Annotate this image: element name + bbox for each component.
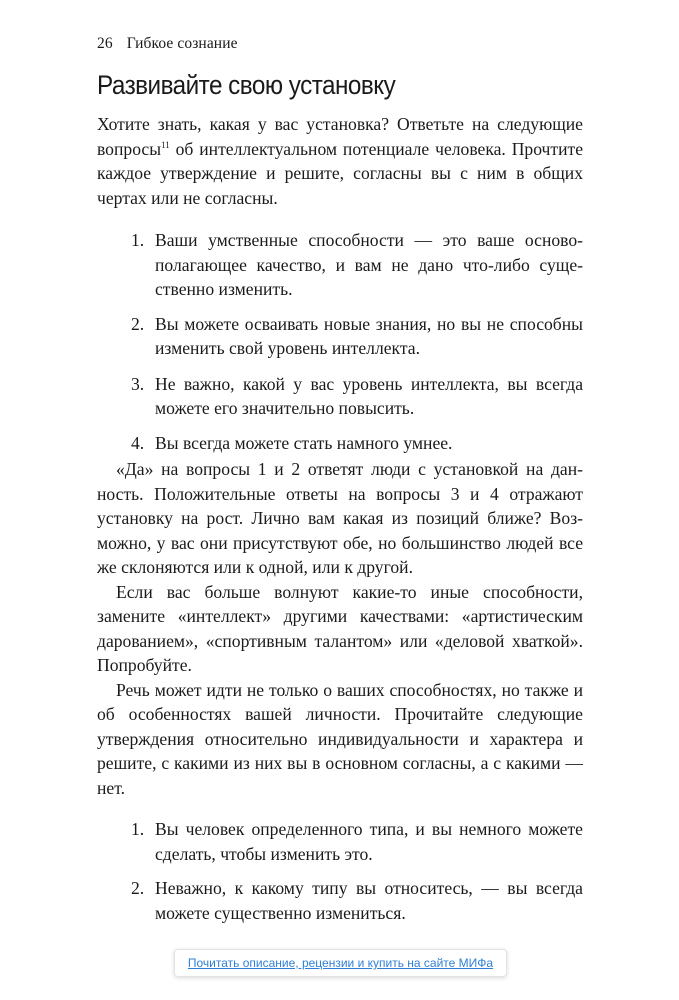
list-item xyxy=(131,876,583,925)
body-text xyxy=(97,457,583,800)
list-item-number: 4. xyxy=(131,432,145,453)
running-head xyxy=(97,35,238,53)
list-item xyxy=(131,817,583,866)
list-item-text: Вы человек определенного типа, и вы немного можете сделать, чтобы изменить это. xyxy=(155,819,583,864)
paragraph: Речь может идти не только о ваших способностях, но также и об особенностях вашей личности. Прочитайте следующие утверждения относительно индивидуальности и характера и решите, с какими из них вы в основном согласны, а с какими — нет. xyxy=(97,679,583,798)
list-item-text: Не важно, какой у вас уровень интеллекта, вы всегда можете его значительно повысить. xyxy=(155,373,583,418)
list-item-text: Неважно, к какому типу вы относитесь, — вы всегда можете существенно измениться. xyxy=(155,878,583,923)
list-item xyxy=(131,431,583,456)
section-title: Развивайте свою установку xyxy=(97,70,396,100)
list-item-text: Вы можете осваивать новые знания, но вы не способны изменить свой уровень интеллекта. xyxy=(155,313,583,358)
list-item-number: 3. xyxy=(131,373,145,394)
intro-text-start: Хотите знать, какая у вас установка? Ответьте на следующие вопросы xyxy=(97,114,583,159)
book-title: Гибкое сознание xyxy=(126,35,238,52)
intro-paragraph xyxy=(97,112,583,210)
personality-statements-list xyxy=(131,817,583,925)
buy-on-miff-link[interactable]: Почитать описание, рецензии и купить на сайте МИФа xyxy=(174,949,507,977)
list-item-number: 2. xyxy=(131,313,145,334)
intelligence-statements-list xyxy=(131,228,583,455)
list-item xyxy=(131,312,583,361)
footnote-marker: 11 xyxy=(161,139,170,150)
intro-text-end: об интеллектуальном потенциале человека. Прочтите каждое утверждение и решите, согласны вы с ним в общих чертах или не согласны. xyxy=(97,138,583,208)
list-item-text: Вы всегда можете стать намного умнее. xyxy=(155,432,453,453)
list-item-number: 1. xyxy=(131,819,145,839)
paragraph: Если вас больше волнуют какие-то иные способности, замените «интеллект» другими качествами: «артистическим дарованием», «спортивным талантом» или «деловой хваткой». Попробуйте. xyxy=(97,581,583,675)
list-item xyxy=(131,228,583,302)
list-item-text: Ваши умственные способности — это ваше основополагающее качество, и вам не дано что-либо существенно изменить. xyxy=(155,230,583,299)
list-item-number: 1. xyxy=(131,230,145,250)
paragraph: «Да» на вопросы 1 и 2 ответят люди с установкой на данность. Положительные ответы на вопросы 3 и 4 отражают установку на рост. Лично вам какая из позиций ближе? Возможно, у вас они присутствуют обе, но большинство людей все же склоняются или к одной, или к другой. xyxy=(97,459,583,577)
page-number: 26 xyxy=(97,35,113,52)
list-item xyxy=(131,372,583,421)
list-item-number: 2. xyxy=(131,878,145,898)
